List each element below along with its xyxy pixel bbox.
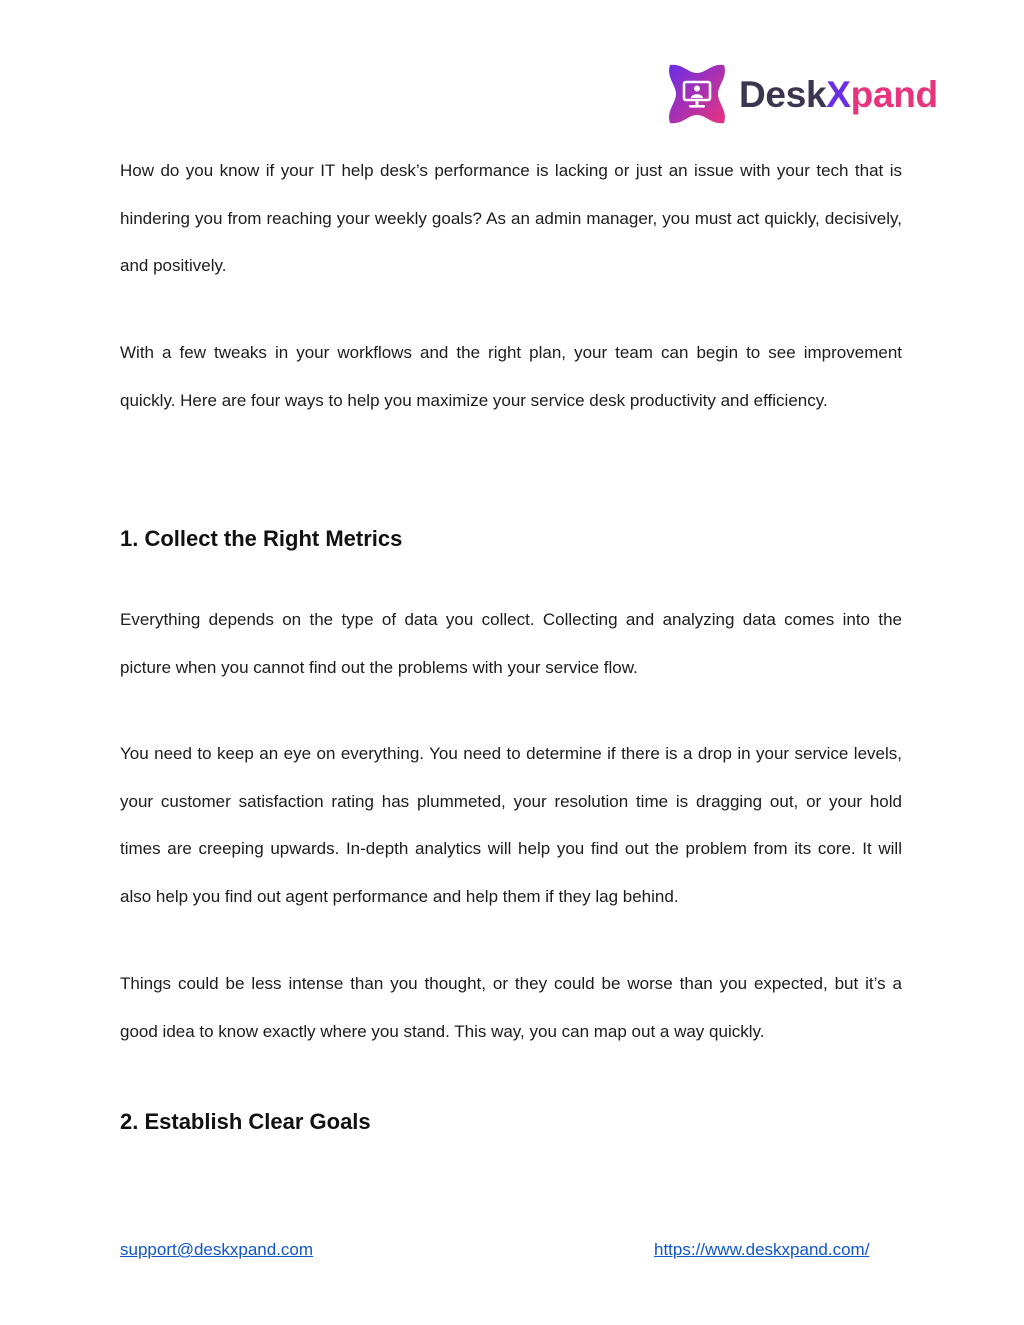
brand-name-pand: pand xyxy=(850,73,938,115)
section-paragraph: You need to keep an eye on everything. You need to determine if there is a drop in your service levels, your customer satisfaction rating has plummeted, your resolution time is dragging out, or your hold times are creeping upwards. In-depth analytics will help you find out the problem from its core. It will also help you find out agent performance and help them if they lag behind. xyxy=(120,744,902,906)
section-heading: 1. Collect the Right Metrics xyxy=(120,526,403,551)
monitor-user-icon xyxy=(664,61,730,127)
brand-logo xyxy=(664,60,944,128)
section-paragraph: Things could be less intense than you thought, or they could be worse than you expected, but it’s a good idea to know exactly where you stand. This way, you can map out a way quickly. xyxy=(120,974,902,1041)
intro-paragraph: With a few tweaks in your workflows and the right plan, your team can begin to see improvement quickly. Here are four ways to help you maximize your service desk productivity and efficiency. xyxy=(120,343,902,410)
section-heading: 2. Establish Clear Goals xyxy=(120,1109,371,1134)
brand-name-x: X xyxy=(826,73,851,115)
section-paragraph: Everything depends on the type of data you collect. Collecting and analyzing data comes into the picture when you cannot find out the problems with your service flow. xyxy=(120,610,902,677)
brand-name-desk: Desk xyxy=(739,73,827,115)
intro-paragraph: How do you know if your IT help desk’s performance is lacking or just an issue with your tech that is hindering you from reaching your weekly goals? As an admin manager, you must act quickly, decisively, and positively. xyxy=(120,161,902,276)
support-email-link[interactable]: support@deskxpand.com xyxy=(120,1240,314,1259)
website-link[interactable]: https://www.deskxpand.com/ xyxy=(654,1240,870,1259)
brand-wordmark xyxy=(739,73,938,115)
